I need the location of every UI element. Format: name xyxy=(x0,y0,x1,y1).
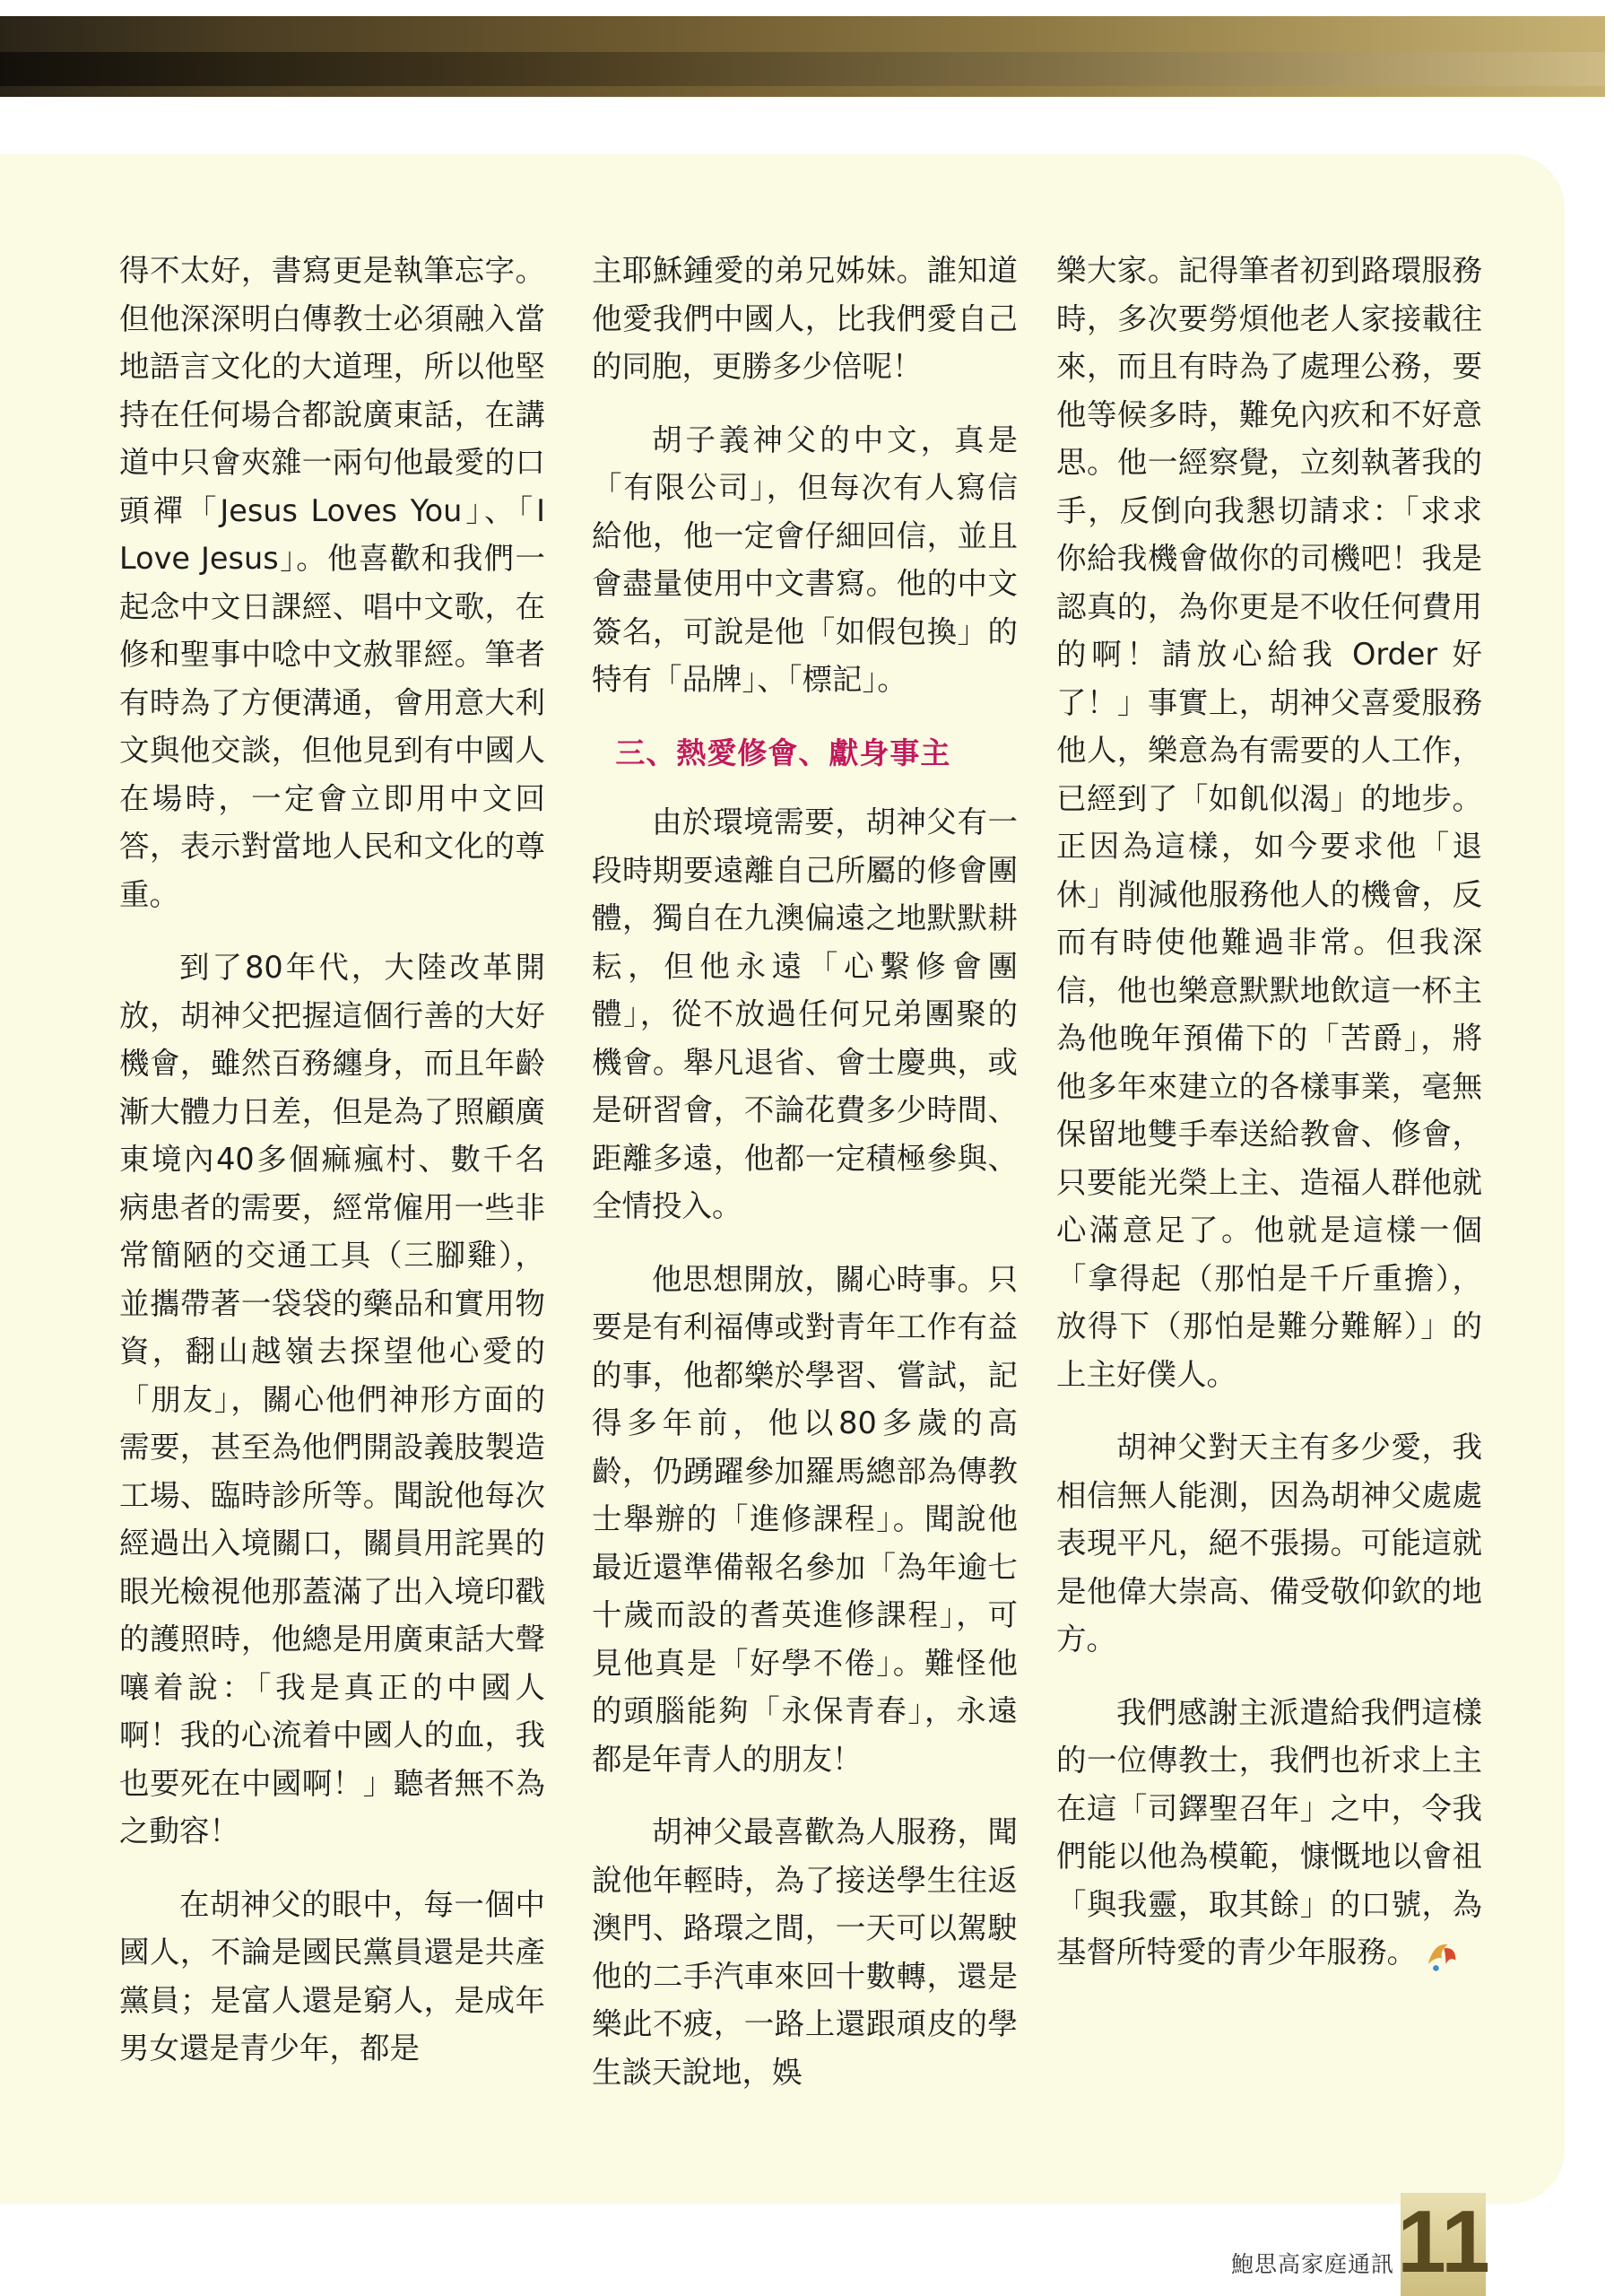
publication-name: 鮑思高家庭通訊 xyxy=(1230,2251,1394,2277)
paragraph: 胡神父最喜歡為人服務，聞說他年輕時，為了接送學生往返澳門、路環之間，一天可以駕駛他的二手汽車來回十數轉，還是樂此不疲，一路上還跟頑皮的學生談天說地，娛 xyxy=(592,1814,1018,2090)
article-column-3 xyxy=(1056,247,1482,2002)
top-band-shadow xyxy=(0,52,1605,86)
paragraph: 到了80年代，大陸改革開放，胡神父把握這個行善的大好機會，雖然百務纏身，而且年齡漸大體力日差，但是為了照顧廣東境內40多個痲瘋村、數千名病患者的需要，經常僱用一些非常簡陋的交通工具（三腳雞），並攜帶著一袋袋的藥品和實用物資，翻山越嶺去探望他心愛的「朋友」，關心他們神形方面的需要，甚至為他們開設義肢製造工場、臨時診所等。聞說他每次經過出入境關口，關員用詫異的眼光檢視他那蓋滿了出入境印戳的護照時，他總是用廣東話大聲嚷着說：「我是真正的中國人啊！我的心流着中國人的血，我也要死在中國啊！」聽者無不為之動容！ xyxy=(119,950,545,1848)
family-logo-icon xyxy=(1422,1935,1462,1974)
page-number: 11 xyxy=(1397,2191,1490,2291)
paragraph: 得不太好，書寫更是執筆忘字。但他深深明白傳教士必須融入當地語言文化的大道理，所以他堅持在任何場合都說廣東話，在講道中只會夾雜一兩句他最愛的口頭禪「Jesus Loves You」、「I Love Jesus」。他喜歡和我們一起念中文日課經、唱中文歌，在修和聖事中唸中文赦罪經。筆者有時為了方便溝通，會用意大利文與他交談，但他見到有中國人在場時，一定會立即用中文回答，表示對當地人民和文化的尊重。 xyxy=(119,253,545,912)
article-column-1 xyxy=(119,247,545,2098)
paragraph: 在胡神父的眼中，每一個中國人，不論是國民黨員還是共產黨員；是富人還是窮人，是成年男女還是青少年，都是 xyxy=(119,1886,545,2066)
paragraph: 胡神父對天主有多少愛，我相信無人能測，因為胡神父處處表現平凡，絕不張揚。可能這就是他偉大崇高、備受敬仰欽的地方。 xyxy=(1056,1430,1482,1657)
paragraph: 由於環境需要，胡神父有一段時期要遠離自己所屬的修會團體，獨自在九澳偏遠之地默默耕耘，但他永遠「心繫修會團體」，從不放過任何兄弟團聚的機會。舉凡退省、會士慶典，或是研習會，不論花費多少時間、距離多遠，他都一定積極參與、全情投入。 xyxy=(592,804,1018,1223)
section-heading: 三、熱愛修會、獻身事主 xyxy=(615,735,951,770)
paragraph-text: 我們感謝主派遣給我們這樣的一位傳教士，我們也祈求上主在這「司鐸聖召年」之中，令我們能以他為模範，慷慨地以會祖「與我靈，取其餘」的口號，為基督所特愛的青少年服務。 xyxy=(1056,1694,1482,1970)
article-column-2 xyxy=(592,247,1018,2121)
paragraph: 樂大家。記得筆者初到路環服務時，多次要勞煩他老人家接載往來，而且有時為了處理公務，要他等候多時，難免內疚和不好意思。他一經察覺，立刻執著我的手，反倒向我懇切請求：「求求你給我機會做你的司機吧！我是認真的，為你更是不收任何費用的啊！請放心給我 Order 好了！」事實上，胡神父喜愛服務他人，樂意為有需要的人工作，已經到了「如飢似渴」的地步。正因為這樣，如今要求他「退休」削減他服務他人的機會，反而有時使他難過非常。但我深信，他也樂意默默地飲這一杯主為他晚年預備下的「苦爵」，將他多年來建立的各樣事業，毫無保留地雙手奉送給教會、修會，只要能光榮上主、造福人群他就心滿意足了。他就是這樣一個「拿得起（那怕是千斤重擔），放得下（那怕是難分難解）」的上主好僕人。 xyxy=(1056,253,1482,1392)
paragraph: 他思想開放，關心時事。只要是有利福傳或對青年工作有益的事，他都樂於學習、嘗試，記得多年前，他以80多歲的高齡，仍踴躍參加羅馬總部為傳教士舉辦的「進修課程」。聞說他最近還準備報名參加「為年逾七十歲而設的耆英進修課程」，可見他真是「好學不倦」。難怪他的頭腦能夠「永保青春」，永遠都是年青人的朋友！ xyxy=(592,1261,1018,1777)
paragraph xyxy=(1056,1689,1482,1977)
paragraph: 主耶穌鍾愛的弟兄姊妹。誰知道他愛我們中國人，比我們愛自己的同胞，更勝多少倍呢！ xyxy=(592,253,1018,384)
top-decorative-band xyxy=(0,16,1605,97)
paragraph: 胡子義神父的中文，真是「有限公司」，但每次有人寫信給他，他一定會仔細回信，並且會盡量使用中文書寫。他的中文簽名，可說是他「如假包換」的特有「品牌」、「標記」。 xyxy=(592,422,1018,697)
